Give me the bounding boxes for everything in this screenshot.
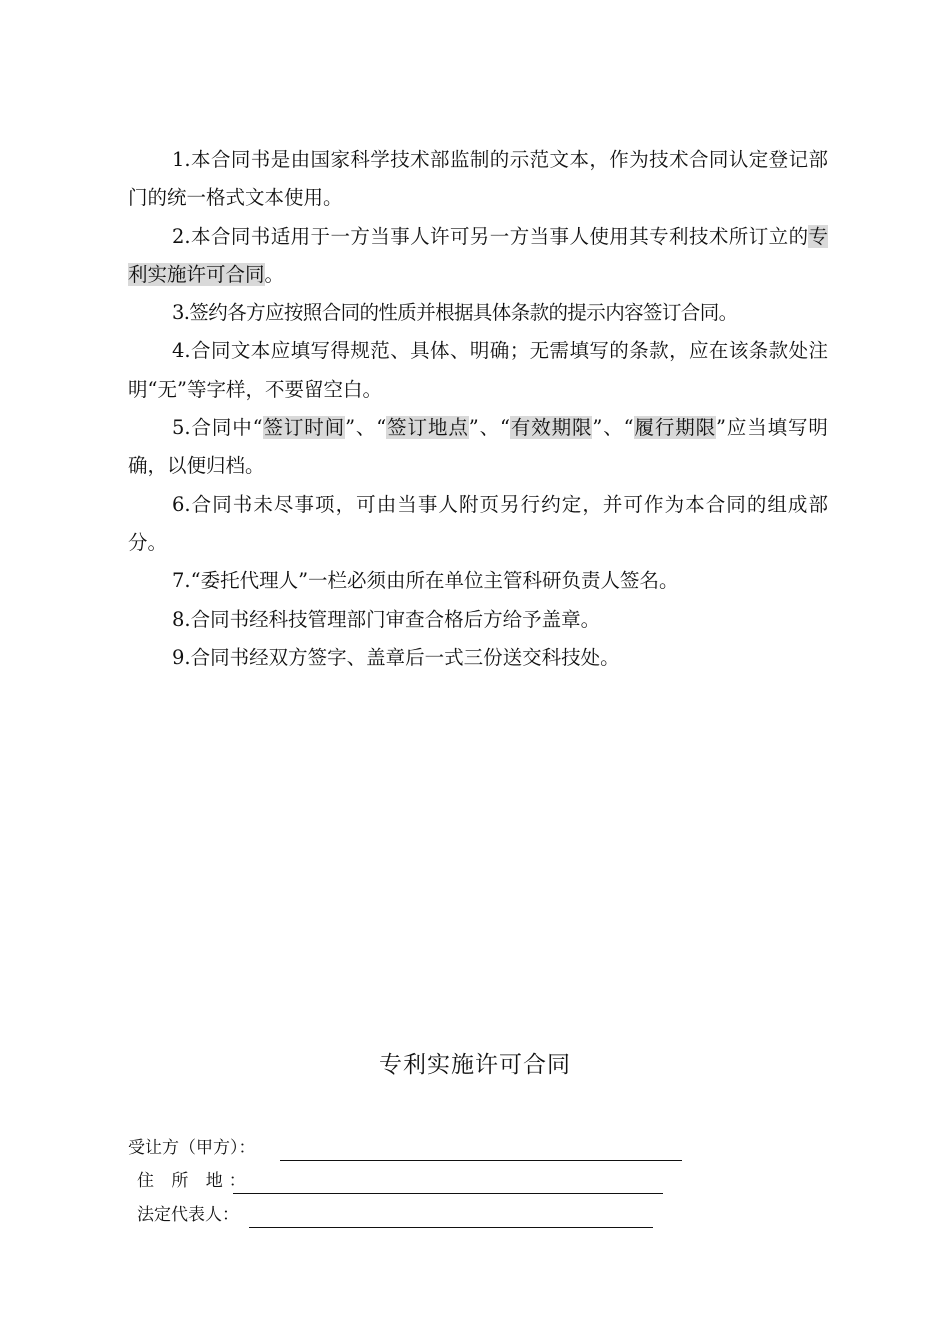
instruction-text: ”应当填写明确，以便归档。 [128,416,828,478]
address-field [137,1167,252,1195]
instruction-item-5 [128,409,828,486]
legal-rep-label: 法定代表人： [137,1205,239,1225]
instruction-item-3 [128,294,828,332]
instruction-item-1 [128,141,828,218]
instruction-text: 5.合同中“ [172,416,263,440]
highlighted-term: 有效期限 [509,416,593,440]
instruction-text: ”、“ [468,416,510,440]
instruction-text: 2.本合同书适用于一方当事人许可另一方当事人使用其专利技术所订立的 [172,224,809,248]
licensee-label: 受让方（甲方）： [128,1138,256,1158]
instructions-section [128,141,828,677]
instruction-item-9 [128,639,828,677]
instruction-text: ”、“ [345,416,387,440]
instruction-text: 9.合同书经双方签字、盖章后一式三份送交科技处。 [172,645,620,669]
licensee-input-line[interactable] [280,1160,682,1161]
instruction-item-4 [128,332,828,409]
instruction-text: 1.本合同书是由国家科学技术部监制的示范文本，作为技术合同认定登记部门的统一格式文本使用。 [128,148,828,210]
instruction-item-6 [128,486,828,563]
contract-title: 专利实施许可合同 [379,1052,571,1078]
address-label: 住 所 地： [137,1171,252,1191]
instruction-item-8 [128,601,828,639]
instruction-item-2 [128,218,828,295]
instruction-text: 。 [264,262,285,286]
instruction-text: 8.合同书经科技管理部门审查合格后方给予盖章。 [172,607,601,631]
instruction-text: ”、“ [592,416,634,440]
instruction-text: 7.“委托代理人”一栏必须由所在单位主管科研负责人签名。 [172,569,679,593]
highlighted-term: 签订时间 [262,416,346,440]
instruction-text: 3.签约各方应按照合同的性质并根据具体条款的提示内容签订合同。 [172,301,738,325]
highlighted-term: 专利实施许可合同 [128,224,828,286]
highlighted-term: 履行期限 [633,416,717,440]
address-input-line[interactable] [233,1193,663,1194]
licensee-field [128,1134,256,1162]
legal-rep-field [137,1201,239,1229]
instruction-text: 6.合同书未尽事项，可由当事人附页另行约定，并可作为本合同的组成部分。 [128,492,828,554]
highlighted-term: 签订地点 [386,416,469,440]
instruction-text: 4.合同文本应填写得规范、具体、明确；无需填写的条款，应在该条款处注明“无”等字样，不要留空白。 [128,339,828,401]
legal-rep-input-line[interactable] [249,1227,653,1228]
instruction-item-7 [128,562,828,600]
